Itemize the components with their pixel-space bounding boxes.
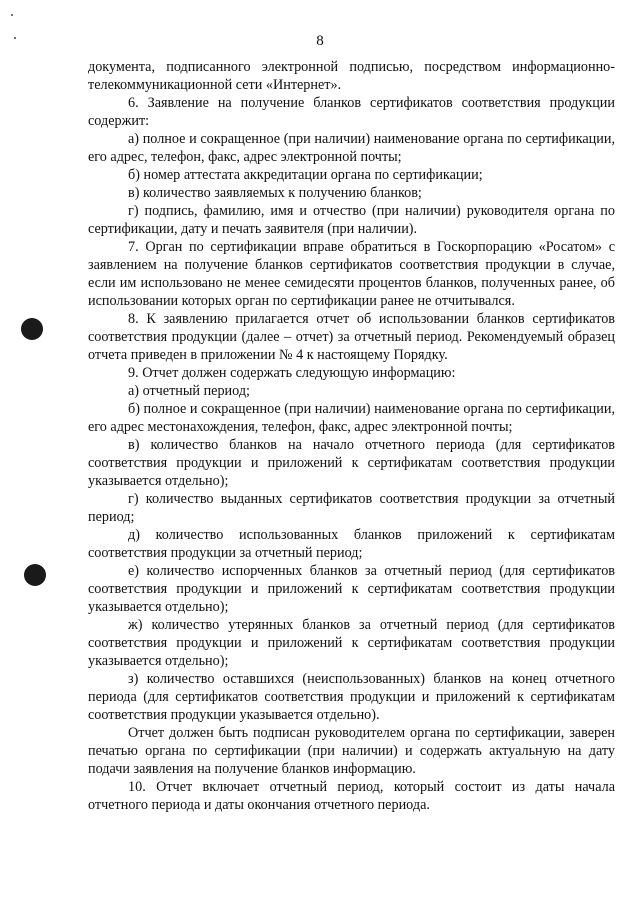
subitem-9e: е) количество испорченных бланков за отчетный период (для сертификатов соответствия продукции и приложений к сертификатам соответствия продукции указывается отдельно); <box>88 563 615 615</box>
paragraph-item-10: 10. Отчет включает отчетный период, который состоит из даты начала отчетного периода и даты окончания отчетного периода. <box>88 779 615 813</box>
paragraph-item-7: 7. Орган по сертификации вправе обратиться в Госкорпорацию «Росатом» с заявлением на получение бланков сертификатов соответствия продукции в случае, если им использовано не менее семидесяти процентов бланков, полученных ранее, об использовании которых орган по сертификации ранее не отчитывался. <box>88 239 615 309</box>
subitem-9zh: ж) количество утерянных бланков за отчетный период (для сертификатов соответствия продукции и приложений к сертификатам соответствия продукции указывается отдельно); <box>88 617 615 669</box>
punch-hole <box>21 318 43 340</box>
paragraph-item-8: 8. К заявлению прилагается отчет об использовании бланков сертификатов соответствия продукции (далее – отчет) за отчетный период. Рекомендуемый образец отчета приведен в приложении № 4 к настоящему Порядку. <box>88 311 615 363</box>
document-body <box>88 58 615 814</box>
paragraph-item-6: 6. Заявление на получение бланков сертификатов соответствия продукции содержит: <box>88 95 615 129</box>
subitem-6a: а) полное и сокращенное (при наличии) наименование органа по сертификации, его адрес, телефон, факс, адрес электронной почты; <box>88 131 615 165</box>
scan-speck <box>11 14 13 16</box>
subitem-9a: а) отчетный период; <box>128 383 250 399</box>
page-number: 8 <box>316 33 324 49</box>
subitem-6v: в) количество заявляемых к получению бланков; <box>128 185 422 201</box>
subitem-6g: г) подпись, фамилию, имя и отчество (при наличии) руководителя органа по сертификации, дату и печать заявителя (при наличии). <box>88 203 615 237</box>
subitem-6b: б) номер аттестата аккредитации органа по сертификации; <box>128 167 483 183</box>
subitem-9d: д) количество использованных бланков приложений к сертификатам соответствия продукции за отчетный период; <box>88 527 615 561</box>
paragraph-report-signature: Отчет должен быть подписан руководителем органа по сертификации, заверен печатью органа по сертификации (при наличии) и содержать актуальную на дату подачи заявления на получение бланков информацию. <box>88 725 615 777</box>
subitem-9z: з) количество оставшихся (неиспользованных) бланков на конец отчетного периода (для сертификатов соответствия продукции и приложений к сертификатам соответствия продукции указывается отдельно). <box>88 671 615 723</box>
paragraph-item-9: 9. Отчет должен содержать следующую информацию: <box>128 365 456 381</box>
punch-hole <box>24 564 46 586</box>
subitem-9v: в) количество бланков на начало отчетного периода (для сертификатов соответствия продукции и приложений к сертификатам соответствия продукции указывается отдельно); <box>88 437 615 489</box>
subitem-9g: г) количество выданных сертификатов соответствия продукции за отчетный период; <box>88 491 615 525</box>
paragraph-continuation: документа, подписанного электронной подписью, посредством информационно-телекоммуникационной сети «Интернет». <box>88 59 615 93</box>
subitem-9b: б) полное и сокращенное (при наличии) наименование органа по сертификации, его адрес местонахождения, телефон, факс, адрес электронной почты; <box>88 401 615 435</box>
